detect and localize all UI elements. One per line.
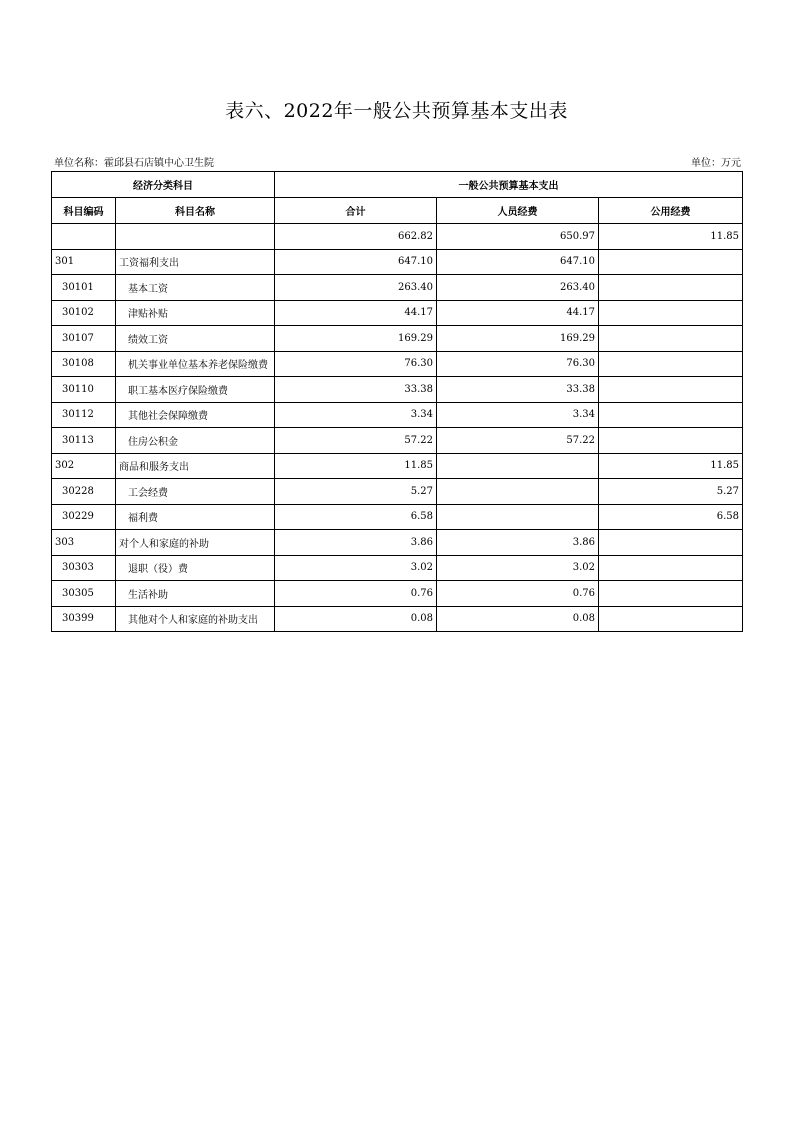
table-row <box>52 479 743 505</box>
row-name: 其他社会保障缴费 <box>116 402 275 428</box>
row-name: 绩效工资 <box>116 326 275 352</box>
row-name: 其他对个人和家庭的补助支出 <box>116 606 275 632</box>
row-public: 11.85 <box>599 224 743 250</box>
row-name: 住房公积金 <box>116 428 275 454</box>
row-code: 30228 <box>52 479 116 505</box>
row-name: 退职（役）费 <box>116 555 275 581</box>
row-name <box>116 224 275 250</box>
row-code: 30101 <box>52 275 116 301</box>
row-total: 3.34 <box>275 402 437 428</box>
header-row-columns <box>52 198 743 224</box>
row-name: 工资福利支出 <box>116 249 275 275</box>
row-public: 5.27 <box>599 479 743 505</box>
table-row <box>52 530 743 556</box>
row-name: 福利费 <box>116 504 275 530</box>
row-public <box>599 555 743 581</box>
row-total: 6.58 <box>275 504 437 530</box>
table-row <box>52 326 743 352</box>
header-personnel: 人员经费 <box>437 198 599 224</box>
row-total: 44.17 <box>275 300 437 326</box>
row-public <box>599 606 743 632</box>
row-personnel: 263.40 <box>437 275 599 301</box>
page-title: 表六、2022年一般公共预算基本支出表 <box>225 100 568 122</box>
row-personnel: 57.22 <box>437 428 599 454</box>
table-row <box>52 351 743 377</box>
table-row <box>52 453 743 479</box>
row-code: 30108 <box>52 351 116 377</box>
table-row <box>52 402 743 428</box>
row-name: 基本工资 <box>116 275 275 301</box>
row-total: 169.29 <box>275 326 437 352</box>
row-public <box>599 530 743 556</box>
row-public: 6.58 <box>599 504 743 530</box>
row-personnel: 3.86 <box>437 530 599 556</box>
row-personnel: 0.76 <box>437 581 599 607</box>
row-total: 3.02 <box>275 555 437 581</box>
header-basic-expenditure: 一般公共预算基本支出 <box>275 172 743 198</box>
row-name: 津贴补贴 <box>116 300 275 326</box>
row-personnel <box>437 479 599 505</box>
table-row <box>52 428 743 454</box>
row-public <box>599 351 743 377</box>
header-row-group <box>52 172 743 198</box>
row-public <box>599 428 743 454</box>
row-public <box>599 402 743 428</box>
row-public <box>599 581 743 607</box>
header-public: 公用经费 <box>599 198 743 224</box>
row-code: 30102 <box>52 300 116 326</box>
row-total: 662.82 <box>275 224 437 250</box>
row-personnel <box>437 504 599 530</box>
table-row <box>52 224 743 250</box>
table-row <box>52 300 743 326</box>
row-name: 对个人和家庭的补助 <box>116 530 275 556</box>
row-personnel: 33.38 <box>437 377 599 403</box>
row-code: 303 <box>52 530 116 556</box>
row-code <box>52 224 116 250</box>
row-personnel: 3.34 <box>437 402 599 428</box>
row-code: 301 <box>52 249 116 275</box>
row-code: 302 <box>52 453 116 479</box>
row-name: 商品和服务支出 <box>116 453 275 479</box>
row-personnel <box>437 453 599 479</box>
row-code: 30303 <box>52 555 116 581</box>
row-name: 机关事业单位基本养老保险缴费 <box>116 351 275 377</box>
header-economic-category: 经济分类科目 <box>52 172 275 198</box>
row-total: 57.22 <box>275 428 437 454</box>
row-public <box>599 377 743 403</box>
header-total: 合计 <box>275 198 437 224</box>
row-total: 5.27 <box>275 479 437 505</box>
row-personnel: 76.30 <box>437 351 599 377</box>
unit-name: 单位名称：霍邱县石店镇中心卫生院 <box>54 158 214 169</box>
row-code: 30305 <box>52 581 116 607</box>
currency-unit: 单位：万元 <box>691 158 741 169</box>
row-total: 33.38 <box>275 377 437 403</box>
row-total: 263.40 <box>275 275 437 301</box>
table-row <box>52 606 743 632</box>
table-row <box>52 249 743 275</box>
table-row <box>52 581 743 607</box>
table-row <box>52 275 743 301</box>
row-code: 30112 <box>52 402 116 428</box>
row-total: 76.30 <box>275 351 437 377</box>
row-public <box>599 275 743 301</box>
row-personnel: 650.97 <box>437 224 599 250</box>
row-code: 30107 <box>52 326 116 352</box>
row-name: 工会经费 <box>116 479 275 505</box>
header-code: 科目编码 <box>52 198 116 224</box>
row-code: 30110 <box>52 377 116 403</box>
row-personnel: 647.10 <box>437 249 599 275</box>
row-total: 0.08 <box>275 606 437 632</box>
row-total: 3.86 <box>275 530 437 556</box>
row-total: 0.76 <box>275 581 437 607</box>
row-public <box>599 300 743 326</box>
row-public <box>599 326 743 352</box>
row-code: 30113 <box>52 428 116 454</box>
table-row <box>52 555 743 581</box>
row-code: 30399 <box>52 606 116 632</box>
table-row <box>52 504 743 530</box>
row-public <box>599 249 743 275</box>
budget-table <box>51 171 743 632</box>
row-personnel: 44.17 <box>437 300 599 326</box>
row-total: 11.85 <box>275 453 437 479</box>
row-personnel: 3.02 <box>437 555 599 581</box>
row-total: 647.10 <box>275 249 437 275</box>
row-code: 30229 <box>52 504 116 530</box>
row-name: 生活补助 <box>116 581 275 607</box>
row-personnel: 0.08 <box>437 606 599 632</box>
table-body <box>52 224 743 632</box>
table-row <box>52 377 743 403</box>
row-personnel: 169.29 <box>437 326 599 352</box>
row-name: 职工基本医疗保险缴费 <box>116 377 275 403</box>
header-name: 科目名称 <box>116 198 275 224</box>
row-public: 11.85 <box>599 453 743 479</box>
